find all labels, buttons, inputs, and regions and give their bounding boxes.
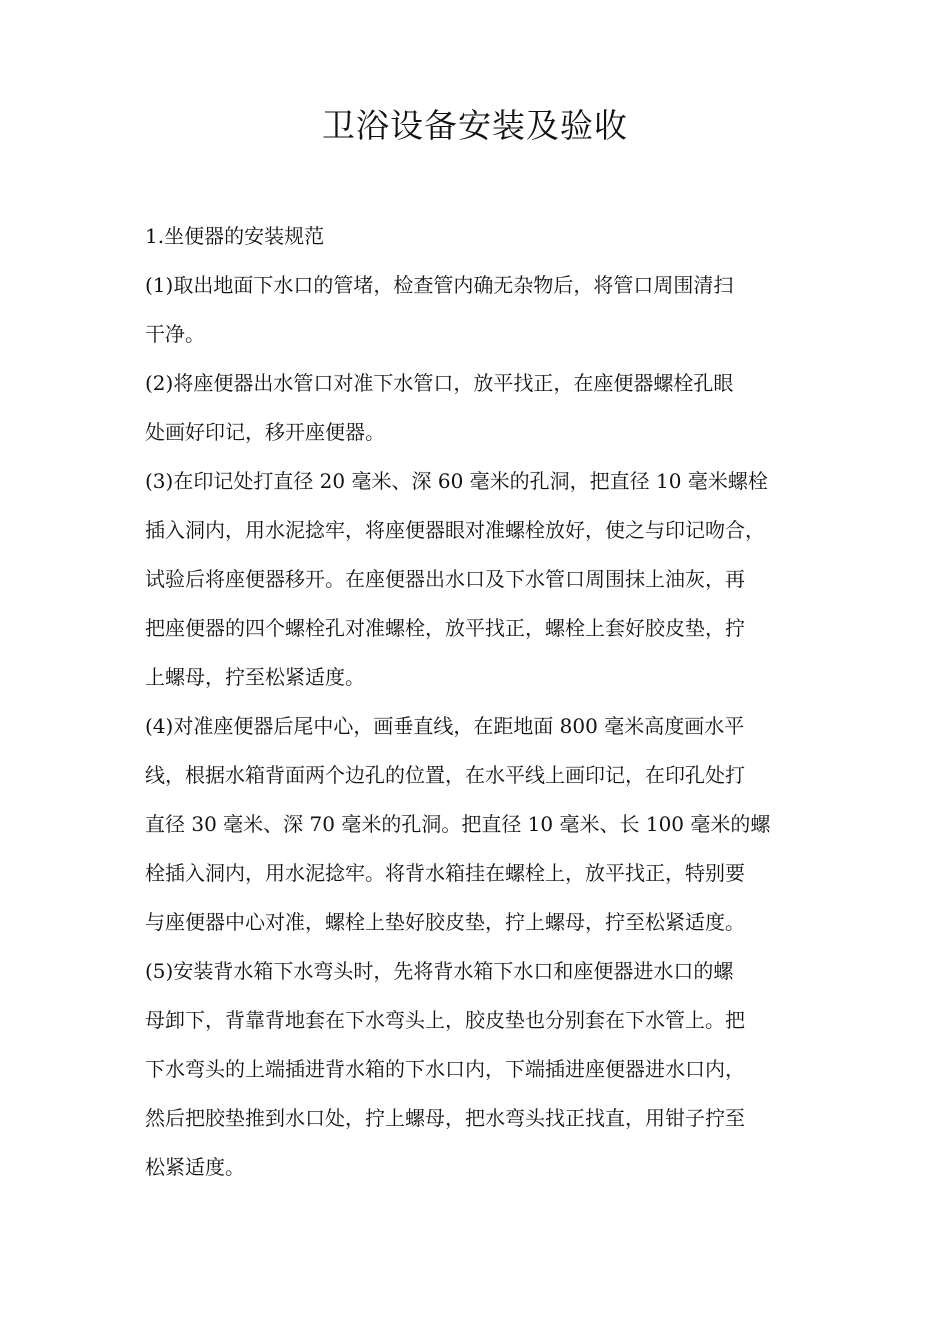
paragraph-step-3	[145, 457, 809, 702]
paragraph-line: 栓插入洞内，用水泥捻牢。将背水箱挂在螺栓上，放平找正，特别要	[145, 861, 745, 885]
paragraph-line: 处画好印记，移开座便器。	[145, 420, 385, 444]
paragraph-line: (5)安装背水箱下水弯头时，先将背水箱下水口和座便器进水口的螺	[145, 959, 734, 983]
paragraph-line: 与座便器中心对准，螺栓上垫好胶皮垫，拧上螺母，拧至松紧适度。	[145, 910, 745, 934]
document-body	[145, 212, 809, 1192]
paragraph-line: 上螺母，拧至松紧适度。	[145, 665, 365, 689]
paragraph-line: 1.坐便器的安装规范	[145, 224, 325, 248]
section-heading	[145, 212, 809, 261]
paragraph-line: (3)在印记处打直径 20 毫米、深 60 毫米的孔洞，把直径 10 毫米螺栓	[145, 469, 768, 493]
paragraph-step-1	[145, 261, 809, 359]
paragraph-line: 然后把胶垫推到水口处，拧上螺母，把水弯头找正找直，用钳子拧至	[145, 1106, 745, 1130]
paragraph-line: 母卸下，背靠背地套在下水弯头上，胶皮垫也分别套在下水管上。把	[145, 1008, 745, 1032]
document-title: 卫浴设备安装及验收	[322, 106, 628, 145]
paragraph-line: (1)取出地面下水口的管堵，检查管内确无杂物后，将管口周围清扫	[145, 273, 734, 297]
paragraph-line: (4)对准座便器后尾中心，画垂直线，在距地面 800 毫米高度画水平	[145, 714, 745, 738]
paragraph-line: 下水弯头的上端插进背水箱的下水口内，下端插进座便器进水口内，	[145, 1057, 745, 1081]
paragraph-line: (2)将座便器出水管口对准下水管口，放平找正，在座便器螺栓孔眼	[145, 371, 734, 395]
paragraph-line: 把座便器的四个螺栓孔对准螺栓，放平找正，螺栓上套好胶皮垫，拧	[145, 616, 745, 640]
paragraph-line: 干净。	[145, 322, 205, 346]
paragraph-step-4	[145, 702, 809, 947]
paragraph-line: 线，根据水箱背面两个边孔的位置，在水平线上画印记，在印孔处打	[145, 763, 745, 787]
paragraph-line: 插入洞内，用水泥捻牢，将座便器眼对准螺栓放好，使之与印记吻合，	[145, 518, 765, 542]
paragraph-step-5	[145, 947, 809, 1192]
paragraph-line: 松紧适度。	[145, 1155, 245, 1179]
paragraph-line: 直径 30 毫米、深 70 毫米的孔洞。把直径 10 毫米、长 100 毫米的螺	[145, 812, 771, 836]
paragraph-line: 试验后将座便器移开。在座便器出水口及下水管口周围抹上油灰，再	[145, 567, 745, 591]
paragraph-step-2	[145, 359, 809, 457]
